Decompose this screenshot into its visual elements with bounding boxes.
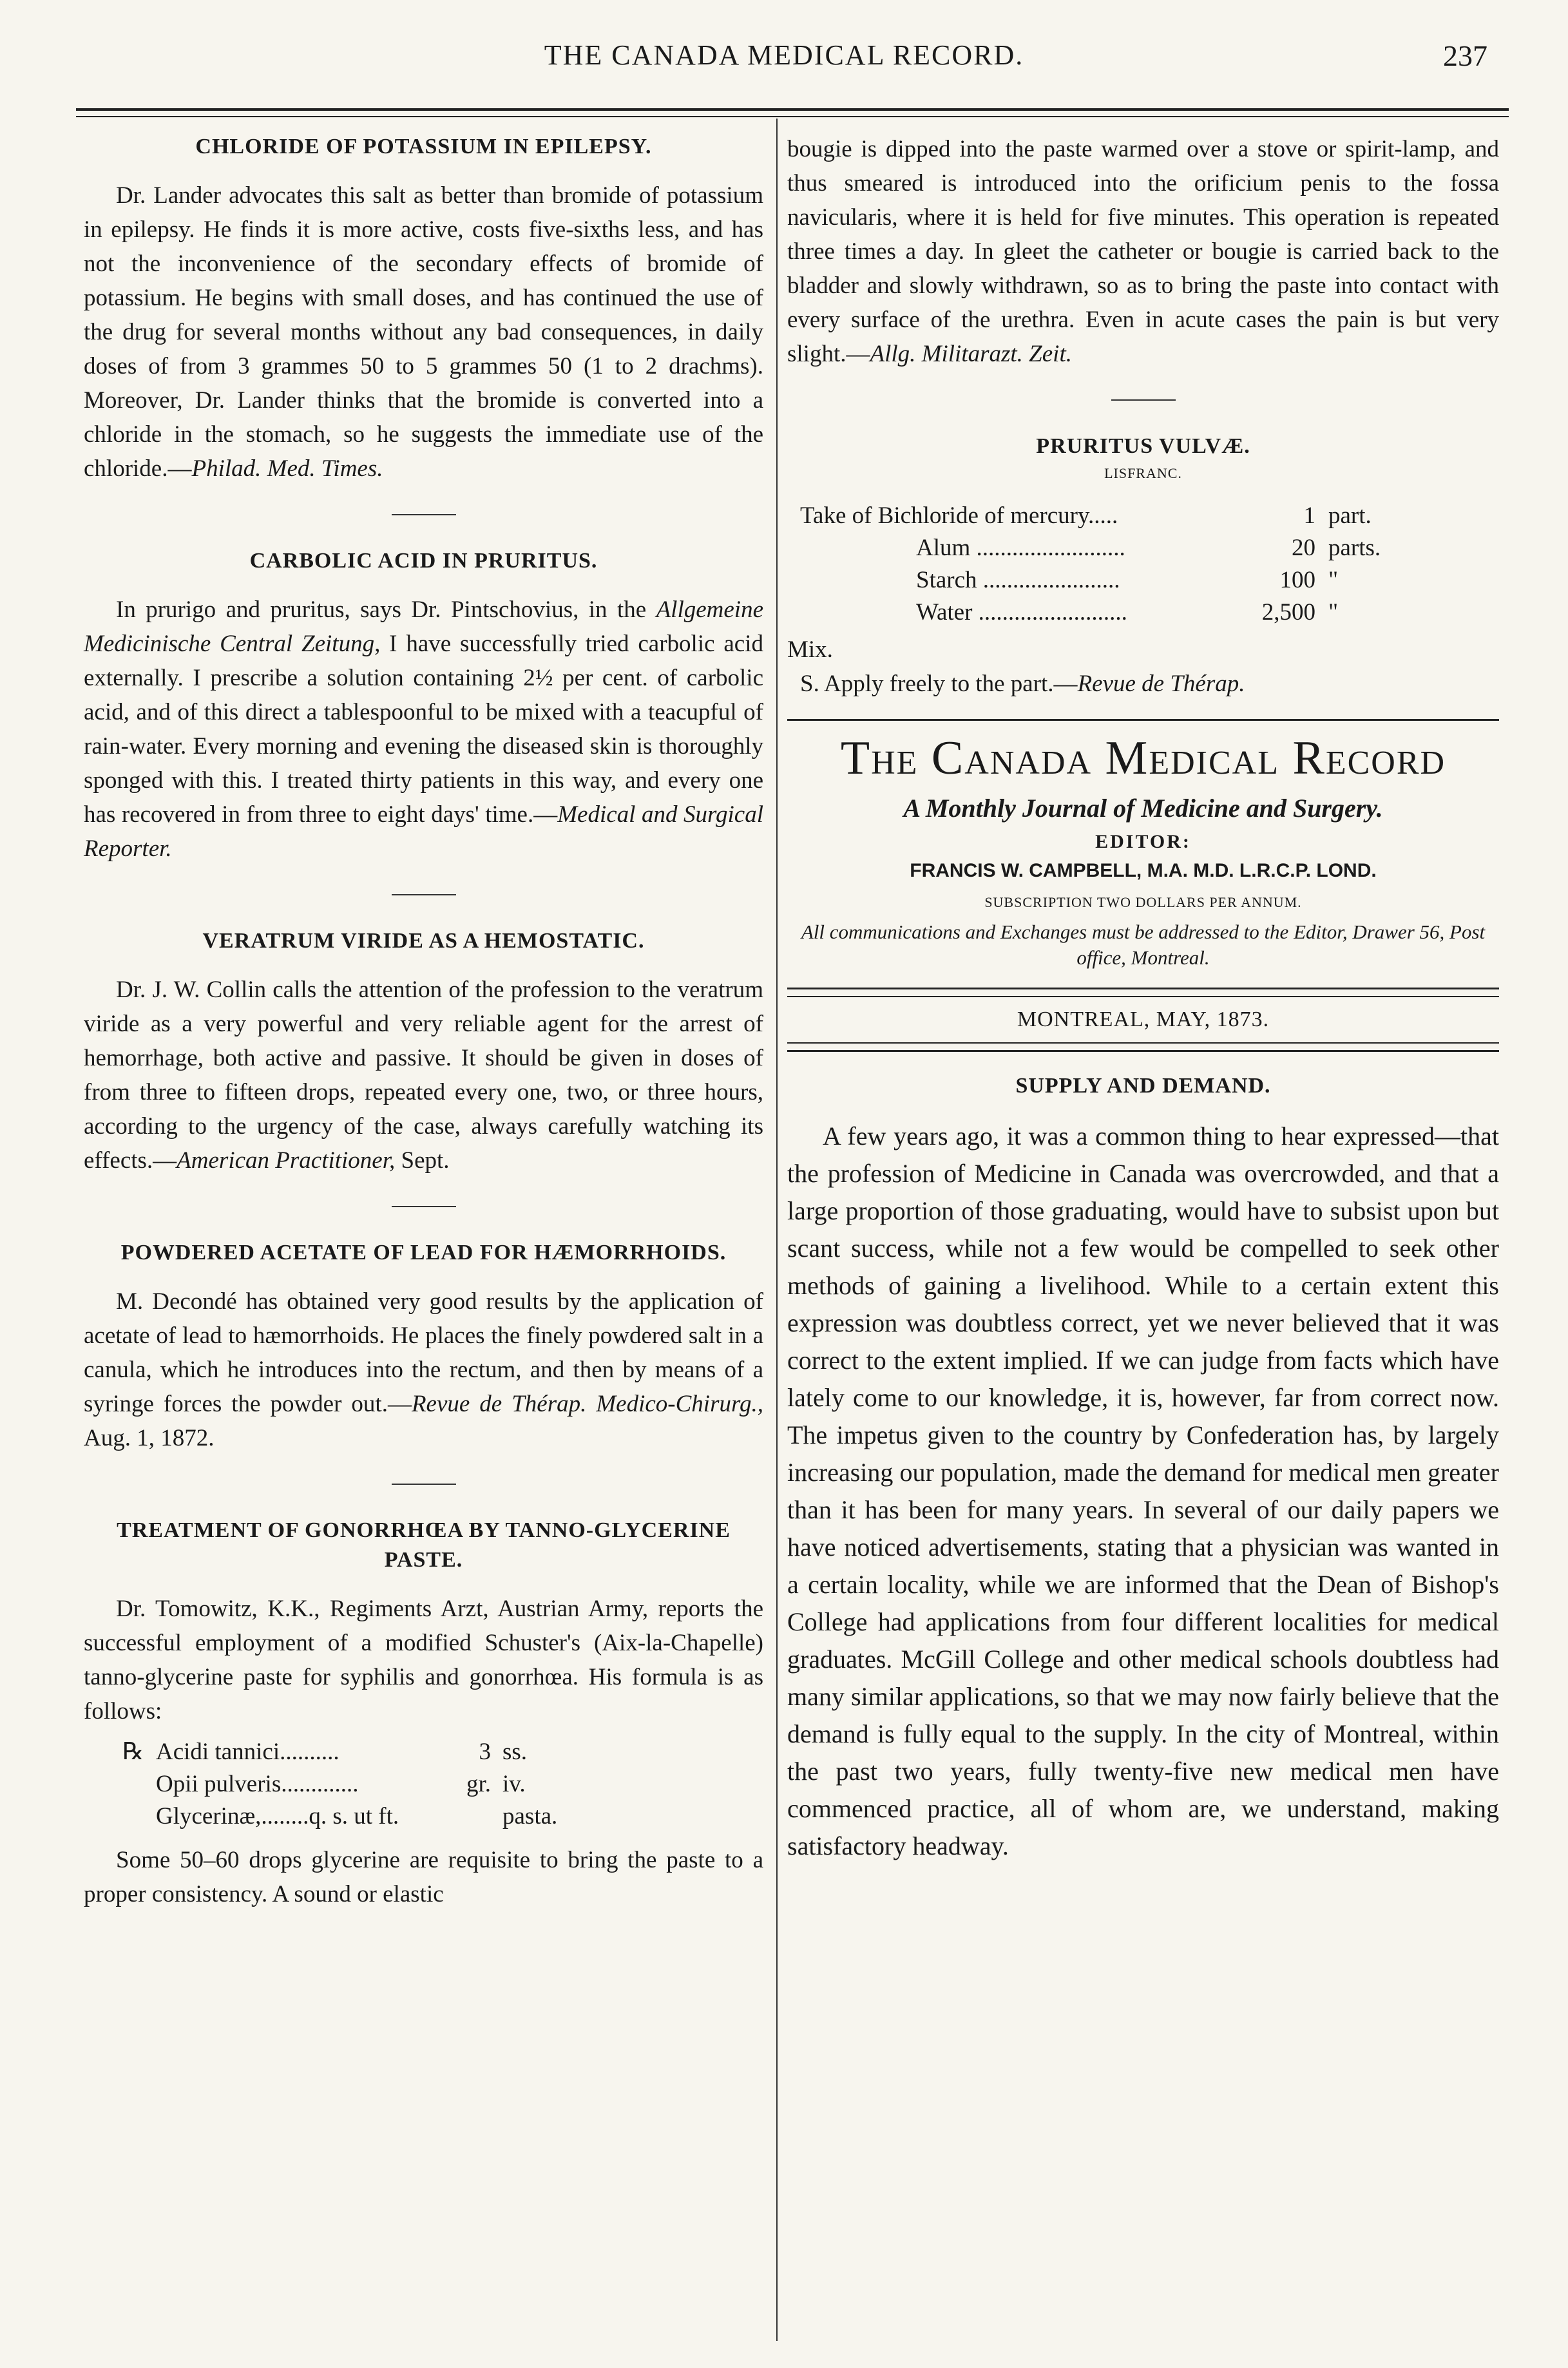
masthead <box>787 727 1499 971</box>
article-source: Revue de Thérap. Medico-Chirurg., <box>411 1391 763 1417</box>
recipe-symbol <box>122 1768 156 1800</box>
running-head <box>0 39 1568 84</box>
article-body <box>787 132 1499 371</box>
ingredient-name: Acidi tannici.......... <box>156 1739 339 1765</box>
recipe-directions <box>800 667 1499 701</box>
editor-label: EDITOR: <box>1095 831 1191 852</box>
editor-name: FRANCIS W. CAMPBELL, M.A. M.D. L.R.C.P. LOND. <box>910 860 1377 881</box>
article-body <box>84 178 763 486</box>
article-source: Allg. Militarazt. Zeit. <box>870 341 1072 367</box>
article-text: I have successfully tried carbolic acid externally. I prescribe a solution containing 2½ per cent. of carbolic acid, and of this direct a tablespoonful to be mixed with a teacupful of rain-water. Every morning and evening the diseased skin is thoroughly sponged with this. I treated thirty patients in this way, and every one has recovered in from three to eight days' time.— <box>84 631 764 828</box>
recipe <box>800 500 1499 629</box>
article-continuation <box>787 132 1499 371</box>
recipe-unit: part. <box>1328 502 1372 529</box>
dateline: MONTREAL, MAY, 1873. <box>1017 1007 1270 1031</box>
article-pruritus-vulvae <box>787 432 1499 701</box>
prescription-line <box>122 1800 763 1833</box>
article-tanno-glycerine <box>84 1516 763 1911</box>
recipe-ingredient: Alum ......................... <box>916 535 1125 561</box>
left-column <box>84 132 763 1911</box>
recipe-mix: Mix. <box>787 636 833 663</box>
editorial-body: A few years ago, it was a common thing to hear expressed—that the profession of Medicine in Canada was overcrowded, and that a large proportion of those graduating, would have to subsist upon but scant success, while not a few would be compelled to seek other methods of gaining a livelihood. While to a certain extent this expression was doubtless correct, yet we never believed that it was correct to the extent implied. If we can judge from facts which have lately come to our knowledge, it is, however, far from correct now. The impetus given to the country by Confederation has, by largely increasing our population, made the demand for medical men greater than it has been for many years. In several of our daily papers we have noticed advertisements, stating that a physician was wanted in a certain locality, while we are informed that the Dean of Bishop's College had applications from four different localities for medical graduates. McGill College and other medical schools doubtless had many similar applications, so that we may now fairly believe that the demand is fully equal to the supply. In the city of Montreal, within the past two years, fully twenty-five new medical men have commenced practice, all of whom are, we understand, making satisfactory headway. <box>787 1122 1499 1860</box>
header-rule-thin <box>76 116 1509 117</box>
recipe-ingredient: Water ......................... <box>916 599 1127 625</box>
recipe-quantity: 20 <box>1292 535 1315 561</box>
page-number: 237 <box>1443 39 1487 72</box>
article-source: American Practitioner, <box>177 1147 396 1174</box>
article-text: Dr. J. W. Collin calls the attention of the profession to the veratrum viride as a very powerful and very reliable agent for the arrest of hemorrhage, both active and passive. It should be given in doses of from three to fifteen drops, repeated every one, two, or three hours, according to the urgency of the case, always carefully watching its effects.— <box>84 977 763 1174</box>
recipe-quantity: 100 <box>1279 567 1315 593</box>
article-source: Medical and Surgical Reporter. <box>84 801 764 862</box>
article-heading: POWDERED ACETATE OF LEAD FOR HÆMORRHOIDS. <box>120 1241 727 1265</box>
recipe-line <box>800 532 1499 564</box>
section-divider <box>392 1484 456 1485</box>
ingredient-name: Glycerinæ,........q. s. ut ft. <box>156 1803 399 1829</box>
recipe-unit: parts. <box>1328 535 1381 561</box>
article-carbolic-acid <box>84 546 763 866</box>
masthead-rule <box>787 719 1499 721</box>
right-column <box>787 132 1499 1865</box>
article-text: In prurigo and pruritus, says Dr. Pintschovius, in the <box>116 597 656 623</box>
prescription-line <box>122 1736 763 1768</box>
article-heading: CHLORIDE OF POTASSIUM IN EPILEPSY. <box>195 135 652 158</box>
recipe-line <box>800 564 1499 597</box>
ingredient-name: Opii pulveris............. <box>156 1771 359 1797</box>
article-text: bougie is dipped into the paste warmed over a stove or spirit-lamp, and thus smeared is introduced into the orificium penis to the fossa navicularis, where it is held for five minutes. This operation is repeated three times a day. In gleet the catheter or bougie is carried back to the bladder and slowly withdrawn, so as to bring the paste into contact with every surface of the urethra. Even in acute cases the pain is but very slight.— <box>787 136 1499 367</box>
section-divider <box>392 514 456 515</box>
directions-text: S. Apply freely to the part.— <box>800 671 1078 697</box>
column-divider <box>776 119 778 2341</box>
ingredient-amount: gr. <box>466 1771 491 1797</box>
article-veratrum-viride <box>84 926 763 1178</box>
article-body <box>84 973 763 1178</box>
recipe-quantity: 2,500 <box>1261 599 1315 625</box>
masthead-title: The Canada Medical Record <box>840 732 1446 785</box>
recipe-ingredient: Starch ....................... <box>916 567 1120 593</box>
article-body <box>84 1284 763 1455</box>
header-rule-thick <box>76 108 1509 111</box>
recipe-unit: " <box>1328 599 1339 625</box>
recipe-line <box>800 500 1499 532</box>
masthead-subtitle: A Monthly Journal of Medicine and Surgery. <box>903 794 1383 823</box>
recipe-quantity: 1 <box>1303 502 1315 529</box>
article-source-date: Sept. <box>395 1147 450 1174</box>
prescription-line <box>122 1768 763 1800</box>
editorial-heading: SUPPLY AND DEMAND. <box>1015 1074 1271 1098</box>
section-divider <box>1111 399 1176 401</box>
article-heading: PRURITUS VULVÆ. <box>1036 434 1250 458</box>
ingredient-unit: pasta. <box>502 1803 558 1829</box>
article-text: M. Decondé has obtained very good results by the application of acetate of lead to hæmorrhoids. He places the finely powdered salt in a canula, which he introduces into the rectum, and then by means of a syringe forces the powder out.— <box>84 1288 763 1417</box>
article-source-date: Aug. 1, 1872. <box>84 1425 215 1451</box>
article-body-continued: Some 50–60 drops glycerine are requisite to bring the paste to a proper consistency. A sound or elastic <box>84 1847 763 1907</box>
editorial-supply-and-demand <box>787 1070 1499 1865</box>
ingredient-amount: 3 <box>479 1739 491 1765</box>
recipe-line <box>800 597 1499 629</box>
ingredient-unit: ss. <box>502 1739 528 1765</box>
communications-note: All communications and Exchanges must be addressed to the Editor, Drawer 56, Post office, Montreal. <box>801 921 1486 969</box>
ingredient-amount <box>407 1800 502 1833</box>
section-divider <box>392 894 456 895</box>
article-heading: VERATRUM VIRIDE AS A HEMOSTATIC. <box>202 929 645 953</box>
recipe-ingredient: Take of Bichloride of mercury..... <box>800 502 1118 529</box>
article-source: Philad. Med. Times. <box>191 455 383 482</box>
article-source: Revue de Thérap. <box>1077 671 1245 697</box>
dateline-rule-top <box>787 988 1499 997</box>
recipe-unit: " <box>1328 567 1339 593</box>
subscription-notice: SUBSCRIPTION TWO DOLLARS PER ANNUM. <box>984 894 1302 910</box>
running-title: THE CANADA MEDICAL RECORD. <box>544 39 1024 71</box>
dateline-rule-bottom <box>787 1042 1499 1052</box>
journal-name: Allgemeine Medicinische Central Zeitung, <box>84 597 763 657</box>
article-chloride-potassium <box>84 132 763 486</box>
recipe-symbol <box>122 1800 156 1833</box>
article-heading: CARBOLIC ACID IN PRURITUS. <box>249 549 598 573</box>
ingredient-unit: iv. <box>502 1771 526 1797</box>
article-body: Dr. Tomowitz, K.K., Regiments Arzt, Austrian Army, reports the successful employment of a modified Schuster's (Aix-la-Chapelle) tanno-glycerine paste for syphilis and gonorrhœa. His formula is as follows: <box>84 1596 763 1724</box>
article-heading: TREATMENT OF GONORRHŒA BY TANNO-GLYCERINE PASTE. <box>117 1518 731 1572</box>
recipe-symbol-icon: ℞ <box>122 1739 144 1765</box>
article-acetate-of-lead <box>84 1238 763 1455</box>
section-divider <box>392 1206 456 1207</box>
prescription <box>122 1736 763 1833</box>
article-body <box>84 593 763 866</box>
article-subheading: LISFRANC. <box>1104 465 1182 481</box>
article-text: Dr. Lander advocates this salt as better than bromide of potassium in epilepsy. He finds it is more active, costs five-sixths less, and has not the inconvenience of the secondary effects of bromide of potassium. He begins with small doses, and has continued the use of the drug for several months without any bad consequences, in daily doses of from 3 grammes 50 to 5 grammes 50 (1 to 2 drachms). Moreover, Dr. Lander thinks that the bromide is converted into a chloride in the stomach, so he suggests the immediate use of the chloride.— <box>84 182 763 482</box>
